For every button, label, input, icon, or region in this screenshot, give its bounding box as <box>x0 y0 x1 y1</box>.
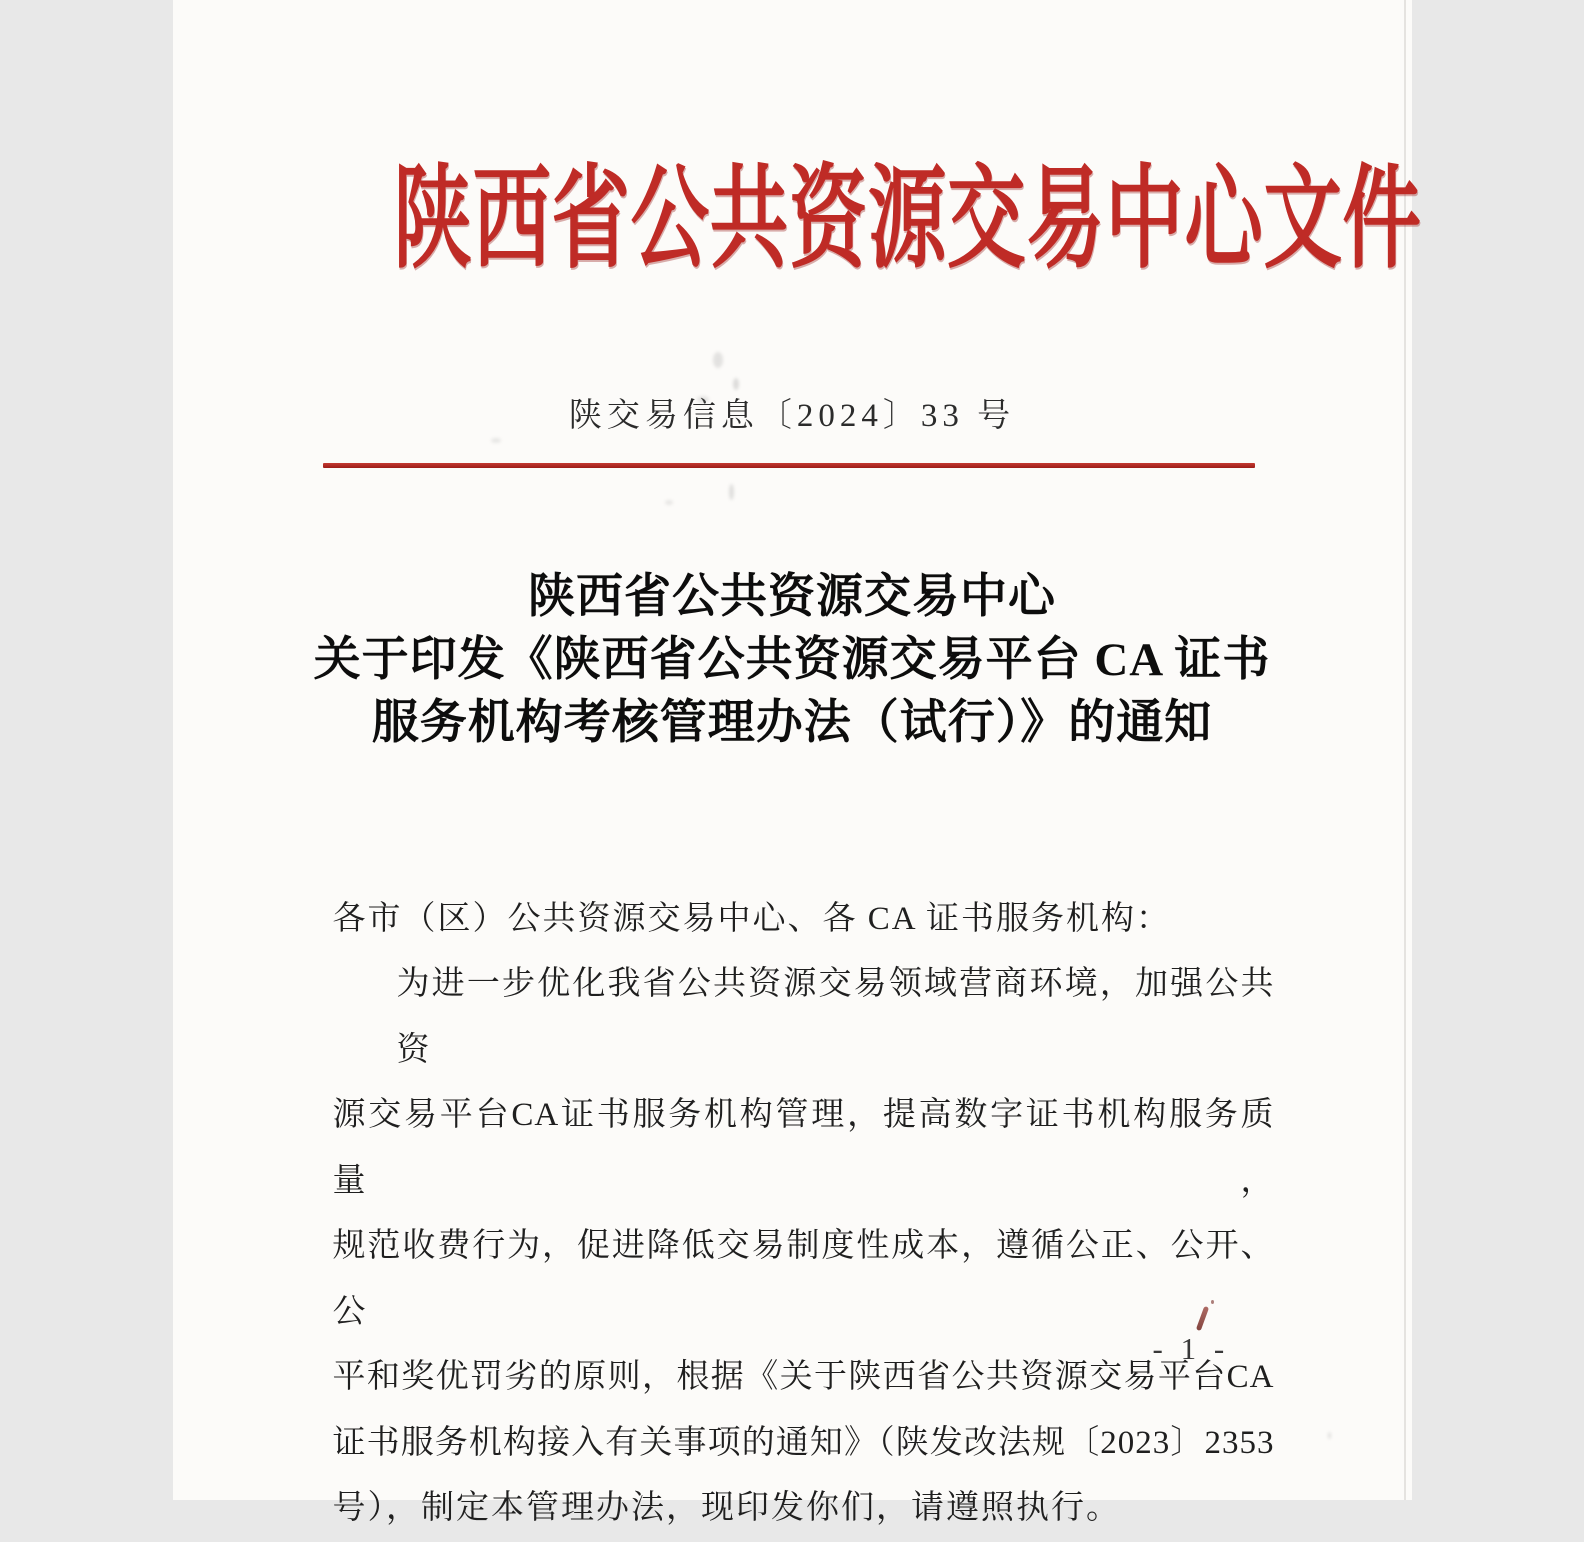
document-title-line-1: 陕西省公共资源交易中心 <box>528 571 1056 623</box>
document-title-line-3: 服务机构考核管理办法（试行）》的通知 <box>371 697 1213 749</box>
letterhead-title: 陕西省公共资源交易中心文件 <box>392 158 1422 282</box>
scan-smudge <box>729 484 734 500</box>
page-number: - 1 - <box>1152 1331 1230 1366</box>
body-paragraph-line: 源交易平台CA证书服务机构管理，提高数字证书机构服务质量， <box>332 1097 1275 1199</box>
scan-smudge <box>1328 1432 1331 1439</box>
body-paragraph-line: 证书服务机构接入有关事项的通知》（陕发改法规〔2023〕2353 <box>332 1424 1275 1461</box>
scan-smudge <box>733 378 739 390</box>
document-title <box>173 566 1412 755</box>
scan-smudge <box>713 352 723 368</box>
scan-smudge <box>491 438 501 443</box>
document-reference-number: 陕交易信息〔2024〕33 号 <box>568 398 1016 434</box>
document-title-line-2: 关于印发《陕西省公共资源交易平台 CA 证书 <box>313 634 1271 686</box>
red-letterhead <box>173 150 1422 290</box>
body-paragraph-line: 为进一步优化我省公共资源交易领域营商环境，加强公共资 <box>396 966 1275 1068</box>
body-paragraph-line: 规范收费行为，促进降低交易制度性成本，遵循公正、公开、公 <box>332 1228 1275 1330</box>
red-pen-mark-tip <box>1211 1300 1214 1304</box>
red-divider-rule <box>323 463 1255 468</box>
salutation-line: 各市（区）公共资源交易中心、各 CA 证书服务机构： <box>332 901 1172 937</box>
document-page <box>173 0 1422 1526</box>
scan-smudge <box>697 396 709 403</box>
scan-smudge <box>665 500 673 505</box>
document-body <box>333 886 1275 1542</box>
body-paragraph-line: 平和奖优罚劣的原则，根据《关于陕西省公共资源交易平台CA <box>332 1359 1275 1395</box>
body-paragraph-line: 号），制定本管理办法，现印发你们，请遵照执行。 <box>332 1490 1121 1526</box>
